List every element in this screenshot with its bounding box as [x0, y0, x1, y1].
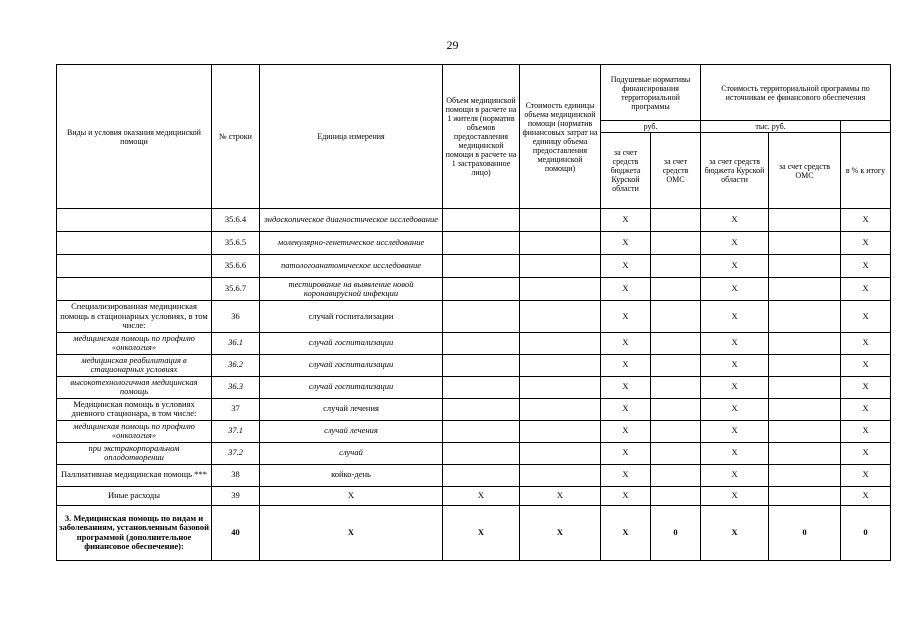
row-total-pct: X: [841, 209, 891, 232]
row-percap-oms: [651, 398, 701, 420]
row-no: 36.2: [212, 354, 260, 376]
header-total-unit: тыс. руб.: [701, 121, 841, 133]
row-percap-budget: X: [601, 209, 651, 232]
row-total-oms: [769, 486, 841, 505]
row-no: 37.2: [212, 442, 260, 464]
row-percap-budget: X: [601, 398, 651, 420]
table-row: [57, 354, 891, 376]
row-cost: [520, 332, 601, 354]
row-percap-oms: [651, 255, 701, 278]
row-no: 35.6.7: [212, 278, 260, 301]
row-total-oms: [769, 278, 841, 301]
row-unit: случай госпитализации: [260, 354, 443, 376]
table-row: [57, 486, 891, 505]
row-no: 37.1: [212, 420, 260, 442]
row-percap-oms: [651, 420, 701, 442]
row-kind: высокотехнологичная медицинская помощь: [57, 376, 212, 398]
row-percap-oms: [651, 354, 701, 376]
row-cost: [520, 301, 601, 333]
row-cost: [520, 354, 601, 376]
header-total-unit-spacer: [841, 121, 891, 133]
row-kind: медицинская помощь по профилю «онкология»: [57, 332, 212, 354]
row-total-budget: X: [701, 354, 769, 376]
row-percap-oms: [651, 442, 701, 464]
header-total-group: Стоимость территориальной программы по источникам ее финансового обеспечения: [701, 65, 891, 121]
row-kind: Паллиативная медицинская помощь ***: [57, 464, 212, 486]
row-no: 35.6.5: [212, 232, 260, 255]
row-volume: [443, 442, 520, 464]
table-row: [57, 464, 891, 486]
row-unit: молекулярно-генетическое исследование: [260, 232, 443, 255]
row-total-pct: X: [841, 278, 891, 301]
row-no: 39: [212, 486, 260, 505]
row-total-pct: X: [841, 354, 891, 376]
row-total-oms: [769, 354, 841, 376]
header-cost: Стоимость единицы объема медицинской помощи (норматив финансовых затрат на единицу объема предоставления медицинской помощи): [520, 65, 601, 209]
row-unit: патологоанатомическое исследование: [260, 255, 443, 278]
row-kind: 3. Медицинская помощь по видам и заболеваниям, установленным базовой программой (дополнительное финансовое обеспечение):: [57, 505, 212, 560]
row-volume: [443, 232, 520, 255]
row-kind: Специализированная медицинская помощь в стационарных условиях, в том числе:: [57, 301, 212, 333]
row-total-pct: X: [841, 442, 891, 464]
row-percap-oms: [651, 332, 701, 354]
row-percap-budget: X: [601, 354, 651, 376]
header-percap-group: Подушевые нормативы финансирования территориальной программы: [601, 65, 701, 121]
row-volume: X: [443, 505, 520, 560]
row-total-oms: [769, 464, 841, 486]
financing-table: [56, 64, 891, 561]
row-total-oms: [769, 255, 841, 278]
row-percap-budget: X: [601, 278, 651, 301]
row-total-oms: [769, 301, 841, 333]
row-total-oms: [769, 420, 841, 442]
row-percap-oms: [651, 464, 701, 486]
row-percap-oms: [651, 376, 701, 398]
row-total-budget: X: [701, 301, 769, 333]
row-volume: [443, 376, 520, 398]
row-no: 35.6.4: [212, 209, 260, 232]
row-cost: [520, 398, 601, 420]
row-unit: койко-день: [260, 464, 443, 486]
row-total-budget: X: [701, 505, 769, 560]
row-percap-budget: X: [601, 376, 651, 398]
row-volume: [443, 278, 520, 301]
row-kind: [57, 209, 212, 232]
header-percap-oms: за счет средств ОМС: [651, 133, 701, 209]
row-total-budget: X: [701, 209, 769, 232]
row-cost: [520, 442, 601, 464]
row-total-pct: X: [841, 332, 891, 354]
row-percap-oms: 0: [651, 505, 701, 560]
row-total-budget: X: [701, 464, 769, 486]
row-cost: [520, 232, 601, 255]
row-volume: [443, 354, 520, 376]
row-volume: [443, 209, 520, 232]
row-no: 38: [212, 464, 260, 486]
table-row: [57, 332, 891, 354]
row-no: 36.1: [212, 332, 260, 354]
row-volume: [443, 301, 520, 333]
row-unit: случай госпитализации: [260, 301, 443, 333]
row-cost: [520, 278, 601, 301]
row-percap-budget: X: [601, 420, 651, 442]
row-total-budget: X: [701, 232, 769, 255]
header-total-budget: за счет средств бюджета Курской области: [701, 133, 769, 209]
row-total-oms: [769, 232, 841, 255]
row-percap-oms: [651, 486, 701, 505]
row-percap-budget: X: [601, 486, 651, 505]
row-kind: [57, 278, 212, 301]
row-total-pct: X: [841, 420, 891, 442]
row-percap-budget: X: [601, 505, 651, 560]
row-unit: X: [260, 486, 443, 505]
table-row: [57, 232, 891, 255]
row-percap-oms: [651, 232, 701, 255]
row-unit: случай: [260, 442, 443, 464]
row-total-oms: 0: [769, 505, 841, 560]
row-total-oms: [769, 442, 841, 464]
row-cost: [520, 209, 601, 232]
header-volume: Объем медицинской помощи в расчете на 1 жителя (норматив объемов предоставления медицинской помощи в расчете на 1 застрахованное лицо): [443, 65, 520, 209]
row-percap-budget: X: [601, 442, 651, 464]
row-no: 36: [212, 301, 260, 333]
header-percap-unit: руб.: [601, 121, 701, 133]
row-kind: Иные расходы: [57, 486, 212, 505]
row-cost: X: [520, 486, 601, 505]
row-unit: случай лечения: [260, 420, 443, 442]
row-cost: [520, 464, 601, 486]
header-percap-budget: за счет средств бюджета Курской области: [601, 133, 651, 209]
row-percap-oms: [651, 209, 701, 232]
table-row: [57, 209, 891, 232]
table-row: [57, 376, 891, 398]
row-percap-budget: X: [601, 464, 651, 486]
row-total-pct: X: [841, 486, 891, 505]
row-total-oms: [769, 332, 841, 354]
row-volume: [443, 464, 520, 486]
row-unit: случай лечения: [260, 398, 443, 420]
row-total-budget: X: [701, 442, 769, 464]
row-percap-budget: X: [601, 332, 651, 354]
row-total-budget: X: [701, 332, 769, 354]
row-cost: [520, 255, 601, 278]
table-row: [57, 420, 891, 442]
row-percap-budget: X: [601, 301, 651, 333]
row-total-budget: X: [701, 255, 769, 278]
row-unit: X: [260, 505, 443, 560]
table-row: [57, 301, 891, 333]
page-number: 29: [446, 38, 459, 52]
row-kind: [57, 255, 212, 278]
row-volume: [443, 332, 520, 354]
row-total-oms: [769, 376, 841, 398]
row-unit: случай госпитализации: [260, 332, 443, 354]
row-volume: [443, 398, 520, 420]
row-percap-budget: X: [601, 232, 651, 255]
row-no: 35.6.6: [212, 255, 260, 278]
row-cost: [520, 376, 601, 398]
row-kind: при экстракорпоральном оплодотворении: [57, 442, 212, 464]
row-total-pct: 0: [841, 505, 891, 560]
row-total-oms: [769, 398, 841, 420]
row-percap-oms: [651, 278, 701, 301]
table-row: [57, 442, 891, 464]
row-total-budget: X: [701, 376, 769, 398]
table-row: [57, 255, 891, 278]
row-cost: [520, 420, 601, 442]
row-unit: эндоскопическое диагностическое исследование: [260, 209, 443, 232]
header-total-oms: за счет средств ОМС: [769, 133, 841, 209]
row-total-budget: X: [701, 486, 769, 505]
table-row: [57, 278, 891, 301]
row-total-pct: X: [841, 301, 891, 333]
row-no: 37: [212, 398, 260, 420]
row-total-budget: X: [701, 278, 769, 301]
row-unit: случай госпитализации: [260, 376, 443, 398]
row-percap-oms: [651, 301, 701, 333]
row-volume: [443, 255, 520, 278]
row-kind: медицинская помощь по профилю «онкология»: [57, 420, 212, 442]
row-volume: X: [443, 486, 520, 505]
row-percap-budget: X: [601, 255, 651, 278]
header-kind: Виды и условия оказания медицинской помощи: [57, 65, 212, 209]
table-row: [57, 505, 891, 560]
header-total-pct: в % к итогу: [841, 133, 891, 209]
row-total-pct: X: [841, 398, 891, 420]
row-total-pct: X: [841, 464, 891, 486]
header-unit: Единица измерения: [260, 65, 443, 209]
row-kind: медицинская реабилитация в стационарных условиях: [57, 354, 212, 376]
row-kind: [57, 232, 212, 255]
row-cost: X: [520, 505, 601, 560]
table-row: [57, 398, 891, 420]
row-no: 36.3: [212, 376, 260, 398]
row-total-pct: X: [841, 232, 891, 255]
row-total-pct: X: [841, 376, 891, 398]
row-total-oms: [769, 209, 841, 232]
row-no: 40: [212, 505, 260, 560]
row-unit: тестирование на выявление новой коронавирусной инфекции: [260, 278, 443, 301]
row-volume: [443, 420, 520, 442]
row-total-pct: X: [841, 255, 891, 278]
row-total-budget: X: [701, 398, 769, 420]
row-kind: Медицинская помощь в условиях дневного стационара, в том числе:: [57, 398, 212, 420]
row-total-budget: X: [701, 420, 769, 442]
header-row-no: № строки: [212, 65, 260, 209]
